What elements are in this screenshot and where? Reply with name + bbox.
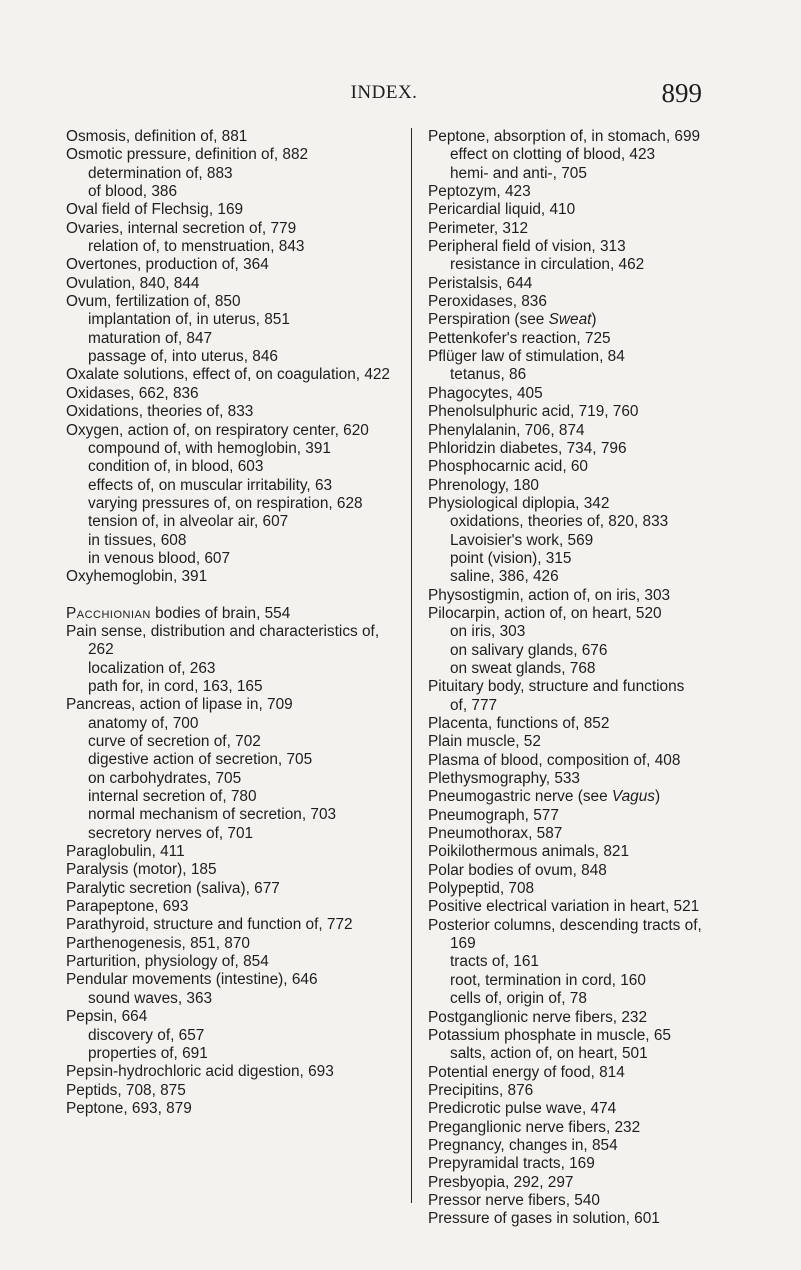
index-entry: Posterior columns, descending tracts of, 169 [428,916,702,953]
index-subentry: saline, 386, 426 [450,568,559,586]
index-entry [66,605,390,623]
index-entry: Pressure of gases in solution, 601 [428,1210,660,1228]
index-entry: Oxidases, 662, 836 [66,384,199,402]
index-entry: Parathyroid, structure and function of, 772 [66,916,353,934]
index-entry: Plasma of blood, composition of, 408 [428,751,681,769]
index-subentry: maturation of, 847 [88,329,213,347]
index-column-right [428,128,704,1229]
index-subentry: hemi- and anti-, 705 [450,164,587,182]
index-entry: Precipitins, 876 [428,1081,534,1099]
index-entry: Peptozym, 423 [428,183,531,201]
index-subentry: on iris, 303 [450,623,526,641]
index-entry: Perimeter, 312 [428,219,529,237]
index-subentry: on carbohydrates, 705 [88,769,242,787]
index-entry: Potassium phosphate in muscle, 65 [428,1026,671,1044]
index-subentry: properties of, 691 [88,1044,208,1062]
index-entry: Oxyhemoglobin, 391 [66,568,208,586]
column-divider [411,128,412,1203]
index-entry: Oxidations, theories of, 833 [66,403,254,421]
entry-text: ) [591,311,597,329]
index-entry: Parapeptone, 693 [66,898,189,916]
index-entry: Oval field of Flechsig, 169 [66,201,244,219]
index-subentry: tension of, in alveolar air, 607 [88,513,289,531]
index-entry: Pain sense, distribution and characteristics of, 262 [66,622,380,659]
index-entry: Predicrotic pulse wave, 474 [428,1100,617,1118]
index-entry: Presbyopia, 292, 297 [428,1173,574,1191]
section-lead-word: Pacchionian [66,604,151,622]
index-entry: Physiological diplopia, 342 [428,494,610,512]
index-entry: Plethysmography, 533 [428,770,580,788]
index-entry: Postganglionic nerve fibers, 232 [428,1008,648,1026]
index-entry: Physostigmin, action of, on iris, 303 [428,586,671,604]
index-entry: Osmosis, definition of, 881 [66,128,248,145]
entry-text: Pneumogastric nerve (see [428,788,612,806]
index-entry: Peptone, absorption of, in stomach, 699 [428,128,701,145]
index-entry: Overtones, production of, 364 [66,256,269,274]
index-entry: Pflüger law of stimulation, 84 [428,348,625,366]
entry-text: Perspiration (see [428,311,549,329]
index-entry: Parthenogenesis, 851, 870 [66,934,250,952]
index-entry: Peroxidases, 836 [428,293,547,311]
entry-text: bodies of brain, 554 [150,604,291,622]
index-subentry: salts, action of, on heart, 501 [450,1045,648,1063]
index-entry: Osmotic pressure, definition of, 882 [66,146,309,164]
index-entry: Pericardial liquid, 410 [428,201,576,219]
index-subentry: cells of, origin of, 78 [450,990,587,1008]
index-entry: Pressor nerve fibers, 540 [428,1191,600,1209]
index-subentry: secretory nerves of, 701 [88,824,254,842]
index-entry: Phosphocarnic acid, 60 [428,458,588,476]
index-entry: Phloridzin diabetes, 734, 796 [428,439,627,457]
index-entry: Paralytic secretion (saliva), 677 [66,879,280,897]
index-entry: Pancreas, action of lipase in, 709 [66,696,293,714]
index-entry: Parturition, physiology of, 854 [66,953,269,971]
index-subentry: varying pressures of, on respiration, 628 [88,494,363,512]
index-subentry: of blood, 386 [88,183,177,201]
index-entry: Prepyramidal tracts, 169 [428,1155,595,1173]
index-subentry: point (vision), 315 [450,549,572,567]
page-number: 899 [661,78,702,108]
index-subentry: effect on clotting of blood, 423 [450,146,656,164]
index-entry: Placenta, functions of, 852 [428,715,610,732]
index-entry: Phagocytes, 405 [428,384,543,402]
index-subentry: curve of secretion of, 702 [88,733,261,750]
index-subentry: determination of, 883 [88,164,233,182]
index-entry [428,311,704,329]
index-subentry: compound of, with hemoglobin, 391 [88,439,331,457]
entry-text: ) [655,788,661,806]
index-subentry: resistance in circulation, 462 [450,256,645,274]
index-subentry: passage of, into uterus, 846 [88,348,278,366]
index-subentry: discovery of, 657 [88,1026,205,1044]
index-subentry: tetanus, 86 [450,366,527,384]
index-subentry: sound waves, 363 [88,989,213,1007]
index-subentry: path for, in cord, 163, 165 [88,677,263,695]
index-entry: Phrenology, 180 [428,476,539,494]
index-column-left [66,128,390,1118]
index-subentry: in tissues, 608 [88,531,187,549]
cross-reference: Sweat [548,311,592,329]
index-subentry: internal secretion of, 780 [88,788,257,806]
index-subentry: oxidations, theories of, 820, 833 [450,513,669,531]
index-entry: Poikilothermous animals, 821 [428,843,630,861]
index-entry: Pepsin, 664 [66,1008,148,1026]
index-entry: Pregnancy, changes in, 854 [428,1136,618,1154]
index-subentry: localization of, 263 [88,659,216,677]
index-subentry: relation of, to menstruation, 843 [88,238,305,256]
index-entry: Pendular movements (intestine), 646 [66,971,318,989]
section-gap [66,587,390,605]
index-subentry: effects of, on muscular irritability, 63 [88,476,333,494]
index-entry: Phenolsulphuric acid, 719, 760 [428,403,639,421]
index-entry: Pneumothorax, 587 [428,825,563,843]
index-subentry: on sweat glands, 768 [450,659,596,677]
index-entry: Polar bodies of ovum, 848 [428,861,607,879]
index-entry: Polypeptid, 708 [428,880,535,898]
index-entry: Peristalsis, 644 [428,274,533,292]
index-entry: Paralysis (motor), 185 [66,861,217,879]
index-subentry: anatomy of, 700 [88,714,199,732]
index-entry: Pilocarpin, action of, on heart, 520 [428,604,662,622]
index-entry: Pepsin-hydrochloric acid digestion, 693 [66,1063,334,1081]
index-entry: Peripheral field of vision, 313 [428,238,626,256]
index-entry: Pneumograph, 577 [428,806,559,824]
index-entry: Ovaries, internal secretion of, 779 [66,219,297,237]
index-entry: Ovulation, 840, 844 [66,274,200,292]
index-entry: Plain muscle, 52 [428,733,541,751]
index-entry: Oxalate solutions, effect of, on coagulation, 422 [66,366,390,384]
index-subentry: on salivary glands, 676 [450,641,608,659]
index-entry: Oxygen, action of, on respiratory center, 620 [66,421,369,439]
index-entry: Pituitary body, structure and functions of, 777 [428,678,685,714]
index-entry: Preganglionic nerve fibers, 232 [428,1118,641,1136]
index-entry: Pettenkofer's reaction, 725 [428,329,611,347]
cross-reference: Vagus [611,788,655,806]
index-subentry: root, termination in cord, 160 [450,971,646,989]
index-entry: Peptone, 693, 879 [66,1099,192,1117]
index-subentry: tracts of, 161 [450,953,539,971]
index-subentry: Lavoisier's work, 569 [450,531,594,549]
index-entry: Peptids, 708, 875 [66,1081,186,1099]
page-header [66,78,702,108]
index-entry [428,788,704,806]
index-subentry: in venous blood, 607 [88,549,231,567]
index-subentry: condition of, in blood, 603 [88,458,264,476]
index-entry: Potential energy of food, 814 [428,1063,625,1081]
running-title: INDEX. [350,82,418,103]
index-entry: Positive electrical variation in heart, 521 [428,898,700,916]
index-entry: Phenylalanin, 706, 874 [428,421,585,439]
index-entry: Ovum, fertilization of, 850 [66,293,241,311]
index-subentry: normal mechanism of secretion, 703 [88,806,337,824]
index-entry: Paraglobulin, 411 [66,843,185,861]
index-subentry: implantation of, in uterus, 851 [88,311,290,329]
index-subentry: digestive action of secretion, 705 [88,751,313,769]
